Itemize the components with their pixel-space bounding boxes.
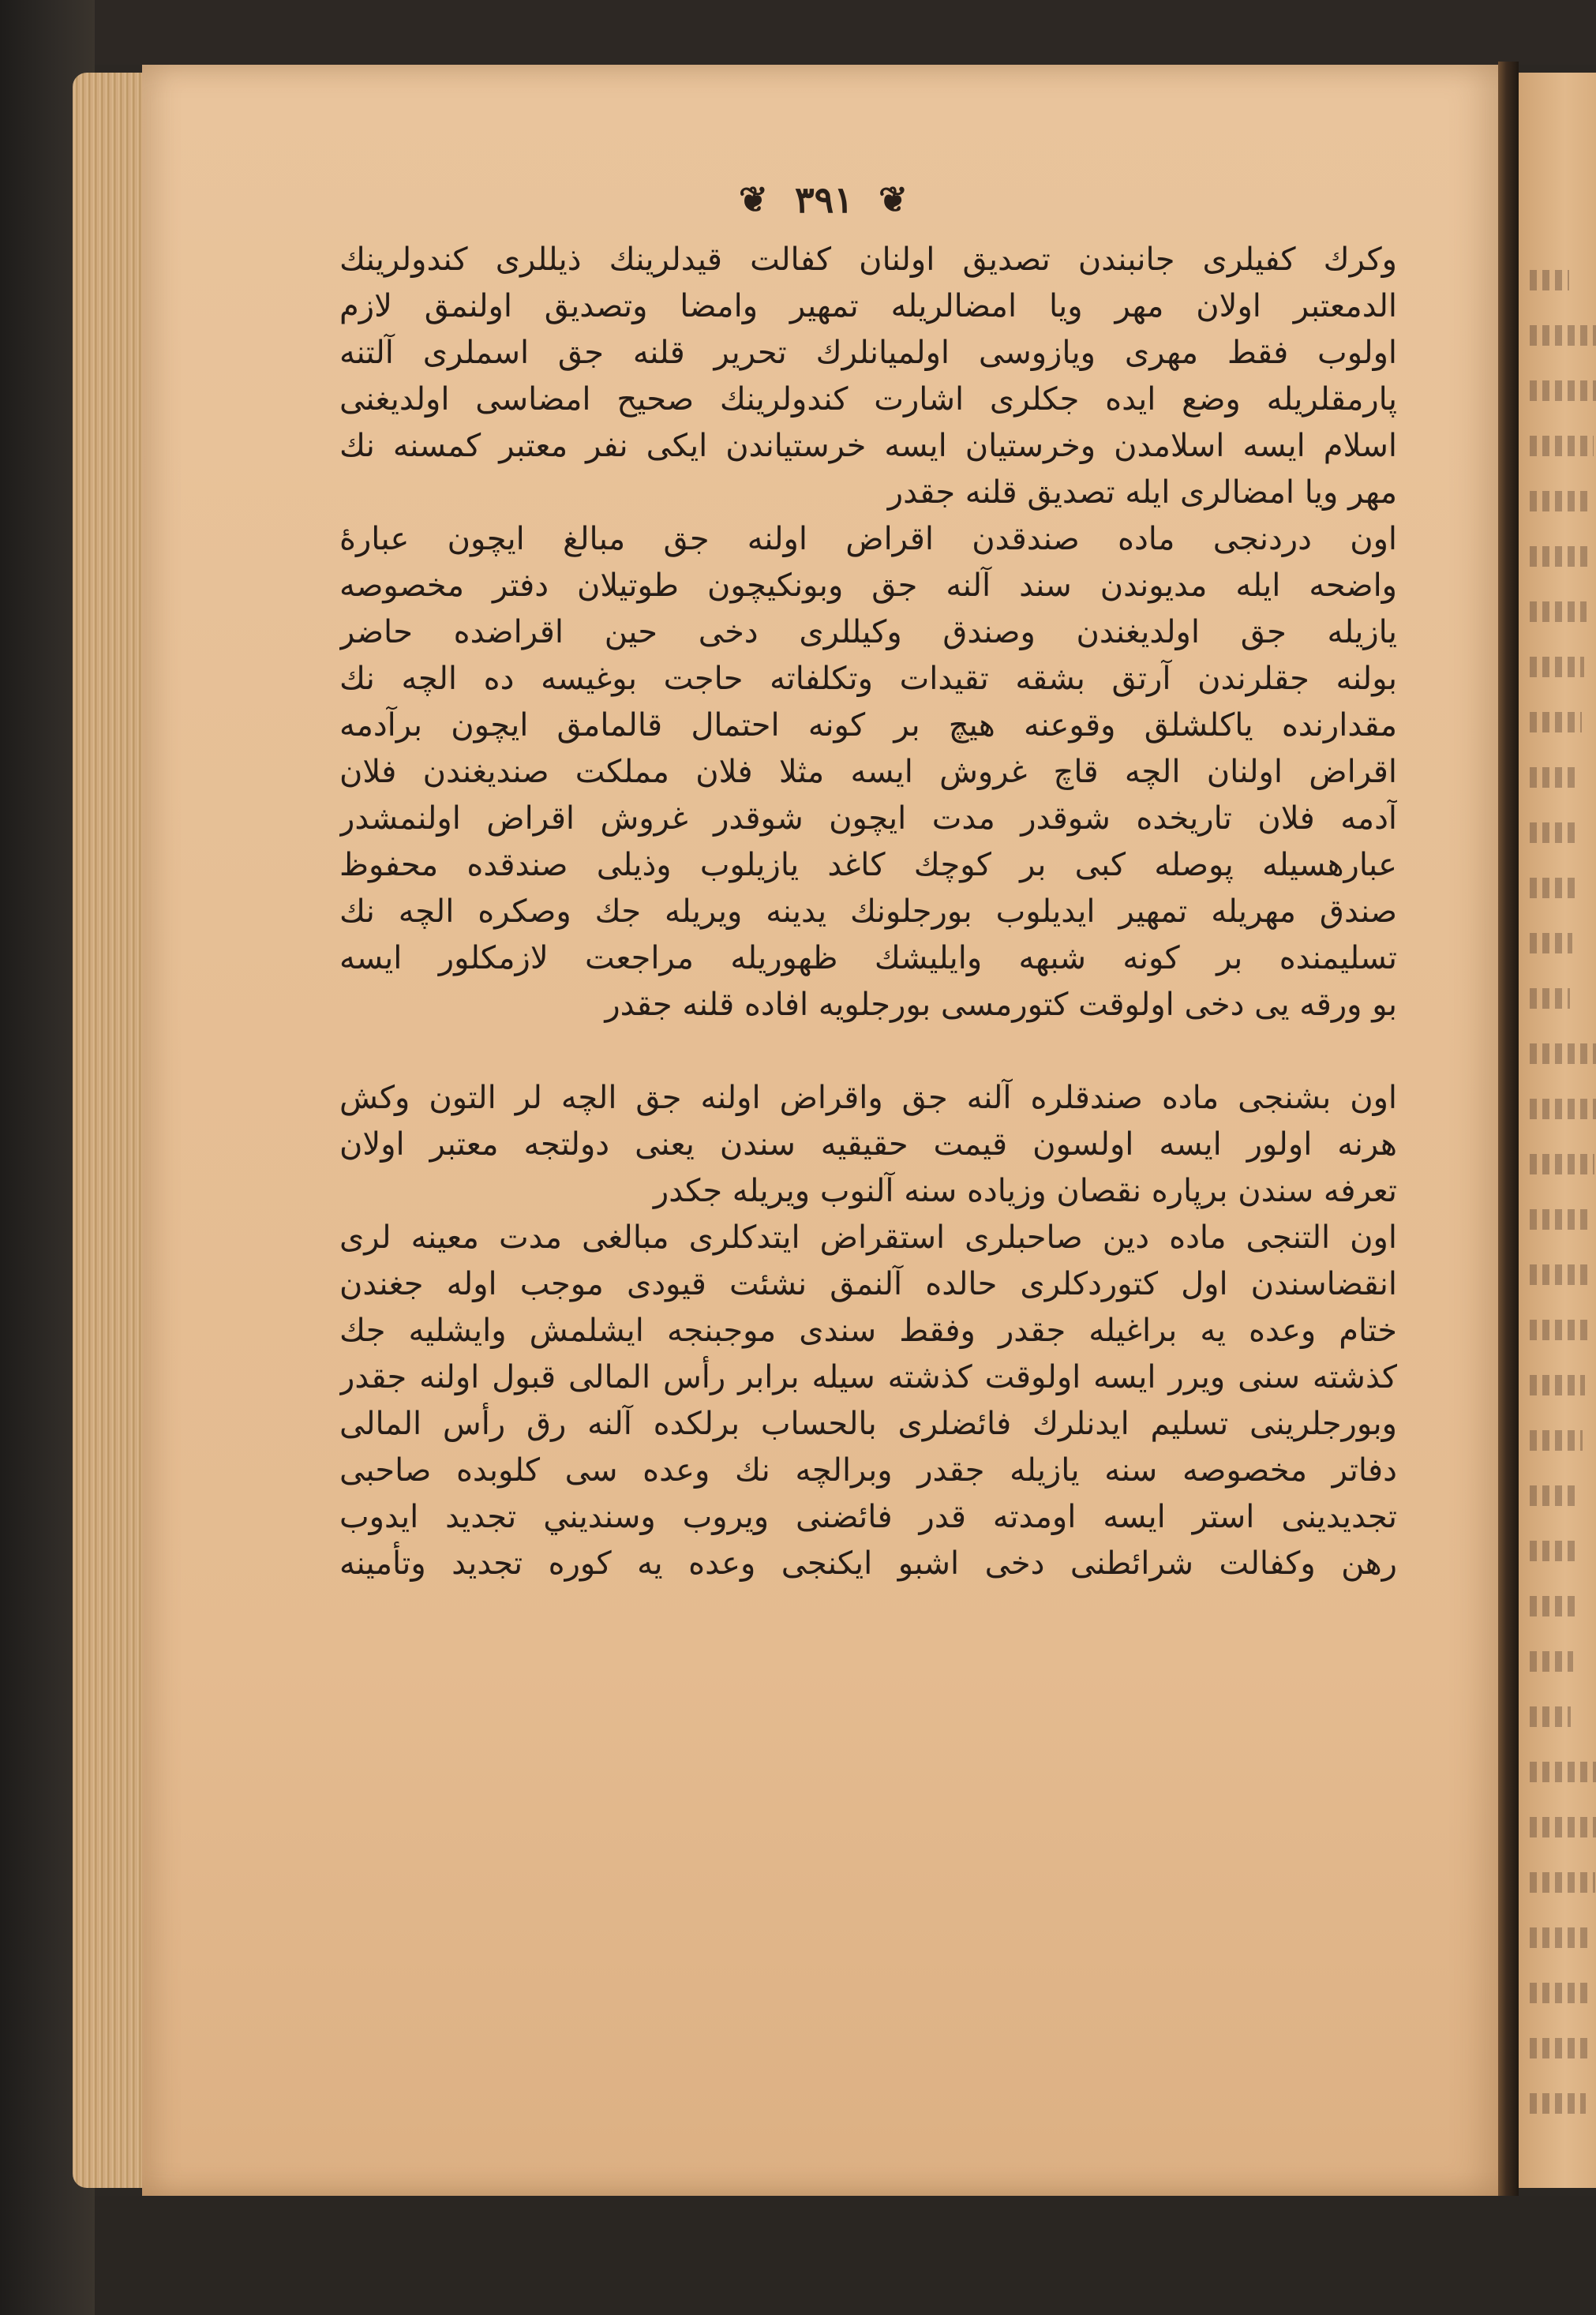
text-line: ختام وعده يه براغيله جقدر وفقط سندى موجبنجه ايشلمش وايشليه جك [339,1313,1397,1349]
scanner-background-bottom [95,2196,1596,2315]
facing-page-text-fragment [1530,878,1575,898]
facing-page-text-fragment [1530,712,1582,732]
facing-page-text-fragment [1530,822,1577,843]
facing-page-text-fragment [1530,1762,1596,1782]
facing-page-text-fragment [1530,1872,1595,1893]
facing-page-text-fragment [1530,1375,1585,1395]
text-line: اون التنجى ماده دين صاحبلرى استقراض ايتدكلرى مبالغى مدت معينه لرى [339,1219,1397,1256]
facing-page-text-fragment [1530,436,1594,456]
facing-page-text-fragment [1530,657,1584,677]
text-line: بو ورقه يى دخى اولوقت كتورمسى بورجلويه افاده قلنه جقدر [605,987,1397,1023]
text-line: يازيله جق اولديغندن وصندق وكيللرى دخى حين اقراضده حاضر [339,614,1397,650]
paragraph-gap [339,1028,1397,1075]
text-line: مهر ويا امضالرى ايله تصديق قلنه جقدر [887,474,1397,511]
body-text [339,237,1397,1587]
page-number: ٣٩١ [794,178,854,221]
facing-page-text-fragment [1530,2093,1586,2114]
facing-page-text-fragment [1530,1320,1587,1340]
page-header [142,175,1506,221]
text-line: الدمعتبر اولان مهر ويا امضالريله تمهير وامضا وتصديق اولنمق لازم [339,288,1397,324]
facing-page-edge [1519,73,1596,2188]
text-line: رهن وكفالت شرائطنى دخى اشبو ايكنجى وعده يه كوره تجديد وتأمينه [339,1545,1397,1582]
facing-page-text-fragment [1530,1264,1590,1285]
text-line: تجديدينى استر ايسه اومدته قدر فائضنى ويروب وسنديني تجديد ايدوب [339,1499,1397,1535]
facing-page-text-fragment [1530,1485,1580,1506]
text-line: دفاتر مخصوصه سنه يازيله جقدر وبرالچه نك وعده سى كلوبده صاحبى [339,1452,1397,1489]
text-line: وكرك كفيلرى جانبندن تصديق اولنان كفالت قيدلرينك ذيللرى كندولرينك [339,242,1397,278]
text-line: اسلام ايسه اسلامدن وخرستيان ايسه خرستياندن ايكى نفر معتبر كمسنه نك [339,428,1397,464]
facing-page-text-fragment [1530,767,1579,788]
facing-page-text-fragment [1530,1596,1575,1616]
facing-page-text-fragment [1530,546,1589,567]
facing-page-text-fragment [1530,325,1596,346]
facing-page-text-fragment [1530,1927,1593,1948]
text-line: عبارهسيله پوصله كبى بر كوچك كاغد يازيلوب وذيلى صندقده محفوظ [339,847,1397,883]
facing-page-text-fragment [1530,1430,1583,1451]
text-line: پارمقلريله وضع ايده جكلرى اشارت كندولرينك صحيح امضاسى اولديغنى [339,381,1397,418]
facing-page-text-fragment [1530,1541,1578,1561]
text-line: اون بشنجى ماده صندقلره آلنه جق واقراض اولنه جق الچه لر التون وكش [339,1080,1397,1116]
text-line: صندق مهريله تمهير ايديلوب بورجلونك يدينه ويريله جك وصكره الچه نك [339,893,1397,930]
facing-page-text-fragment [1530,1099,1596,1119]
text-line: تعرفه سندن برپاره نقصان وزياده سنه آلنوب ويريله جكدر [653,1173,1397,1209]
text-line: آدمه فلان تاريخده شوقدر مدت ايچون شوقدر غروش اقراض اولنمشدر [339,800,1397,837]
facing-page-text-fragment [1530,491,1591,511]
facing-page-text-fragment [1530,1983,1590,2003]
facing-page-text-fragment [1530,1817,1596,1837]
text-line: اون دردنجى ماده صندقدن اقراض اولنه جق مبالغ ايچون عبارهٔ [339,521,1397,557]
facing-page-text-fragment [1530,1651,1573,1672]
book-gutter [1498,62,1519,2201]
text-line: كذشته سنى ويرر ايسه اولوقت كذشته سيله برابر رأس المالى قبول اولنه جقدر [339,1359,1397,1395]
facing-page-text-fragment [1530,380,1596,401]
facing-page-text-fragment [1530,2038,1588,2058]
text-line: مقدارنده ياكلشلق وقوعنه هيچ بر كونه احتمال قالمامق ايچون برآدمه [339,707,1397,744]
text-line: تسليمنده بر كونه شبهه وايليشك ظهوريله مراجعت لازمكلور ايسه [339,940,1397,976]
facing-page-text-fragment [1530,1209,1592,1230]
text-line: واضحه ايله مديوندن سند آلنه جق وبونكيچون طوتيلان دفتر مخصوصه [339,568,1397,604]
facing-page-text-fragment [1530,933,1572,953]
facing-page-text-fragment [1530,601,1587,622]
text-line: بولنه جقلرندن آرتق بشقه تقيدات وتكلفاته حاجت بوغيسه ده الچه نك [339,661,1397,697]
text-line: اولوب فقط مهرى ويازوسى اولميانلرك تحرير قلنه جق اسملرى آلتنه [339,335,1397,371]
text-line: هرنه اولور ايسه اولسون قيمت حقيقيه سندن يعنى دولتجه معتبر اولان [339,1126,1397,1163]
facing-page-text-fragment [1530,1706,1571,1727]
facing-page-text-fragment [1530,1154,1594,1174]
ornament-icon: ❦ [879,179,909,220]
text-line: انقضاسندن اول كتوردكلرى حالده آلنمق نشئت قيودى موجب اوله جغندن [339,1266,1397,1302]
facing-page-text-fragment [1530,1043,1596,1064]
text-line: وبورجلرينى تسليم ايدنلرك فائضلرى بالحساب برلكده آلنه رق رأس المالى [339,1406,1397,1442]
text-line: اقراض اولنان الچه قاچ غروش ايسه مثلا فلان مملكت صنديغندن فلان [339,754,1397,790]
facing-page-text-fragment [1530,988,1570,1009]
ornament-icon: ❦ [739,179,770,220]
scanner-background-top [95,0,1596,65]
facing-page-text-fragment [1530,270,1569,290]
